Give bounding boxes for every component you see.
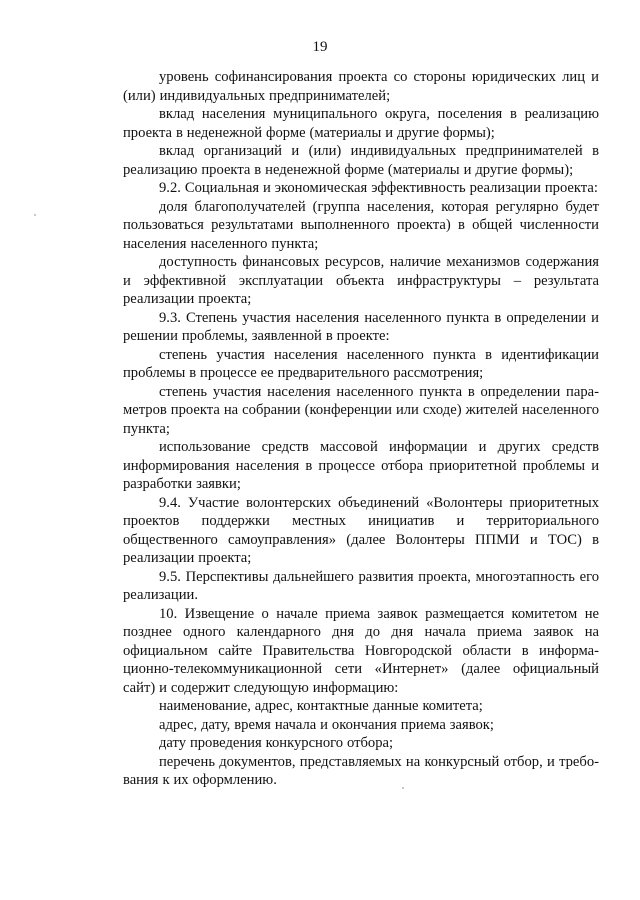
paragraph-financial-resources: доступность финансовых ресурсов, наличие механизмов содержания и эффективной эксплуатации объекта инфраструктуры – результата реализации проекта;	[123, 254, 599, 307]
paragraph-section-9-2: 9.2. Социальная и экономическая эффективность реализации проекта:	[159, 180, 598, 196]
paragraph-selection-date: дату проведения конкурсного отбора;	[159, 735, 394, 751]
paragraph-media-usage: использование средств массовой информации и других средств информирования населения в процессе отбора приоритетной проблемы и разработки заявки;	[123, 439, 599, 492]
paragraph-section-9-5: 9.5. Перспективы дальнейшего развития проекта, многоэтапность его реализации.	[123, 568, 599, 603]
document-body	[123, 68, 599, 790]
scan-artifact	[34, 214, 36, 216]
paragraph-problem-identification: степень участия населения населенного пункта в идентификации проблемы в процессе ее предварительного рассмотрения;	[123, 346, 599, 381]
paragraph-section-9-3: 9.3. Степень участия населения населенного пункта в определении и решении проблемы, заявленной в проекте:	[123, 309, 599, 344]
page-number: 19	[312, 39, 328, 55]
scan-artifact	[402, 787, 404, 789]
paragraph-documents-list: перечень документов, представляемых на конкурсный отбор, и требования к их оформлению.	[123, 753, 599, 788]
paragraph-committee-contacts: наименование, адрес, контактные данные комитета;	[159, 698, 483, 714]
paragraph-organizations-contribution: вклад организаций и (или) индивидуальных предпринимателей в реализацию проекта в неденежной форме (материалы и другие формы);	[123, 143, 599, 178]
paragraph-section-10: 10. Извещение о начале приема заявок размещается комитетом не позднее одного календарного дня до дня начала приема заявок на официальном сайте Правительства Новгородской области в информационно-телекоммуникационной сети «Интернет» (далее официальный сайт) и содержит следующую информацию:	[123, 605, 599, 696]
paragraph-cofinancing-level: уровень софинансирования проекта со стороны юридических лиц и (или) индивидуальных предпринимателей;	[123, 69, 599, 104]
paragraph-section-9-4: 9.4. Участие волонтерских объединений «Волонтеры приоритетных проектов поддержки местных инициатив и территориального общественного самоуправления» (далее Волонтеры ППМИ и ТОС) в реализации проекта;	[123, 494, 599, 566]
paragraph-application-period: адрес, дату, время начала и окончания приема заявок;	[159, 716, 494, 733]
paragraph-population-contribution: вклад населения муниципального округа, поселения в реализацию проекта в неденежной форме (материалы и другие формы);	[123, 106, 599, 141]
paragraph-beneficiaries-share: доля благополучателей (группа населения, которая регулярно будет пользоваться результатами выполненного проекта) в общей численности населения населенного пункта;	[123, 198, 599, 252]
paragraph-parameters-definition: степень участия населения населенного пункта в определении параметров проекта на собрании (конференции или сходе) жителей населенного пункта;	[123, 383, 599, 437]
